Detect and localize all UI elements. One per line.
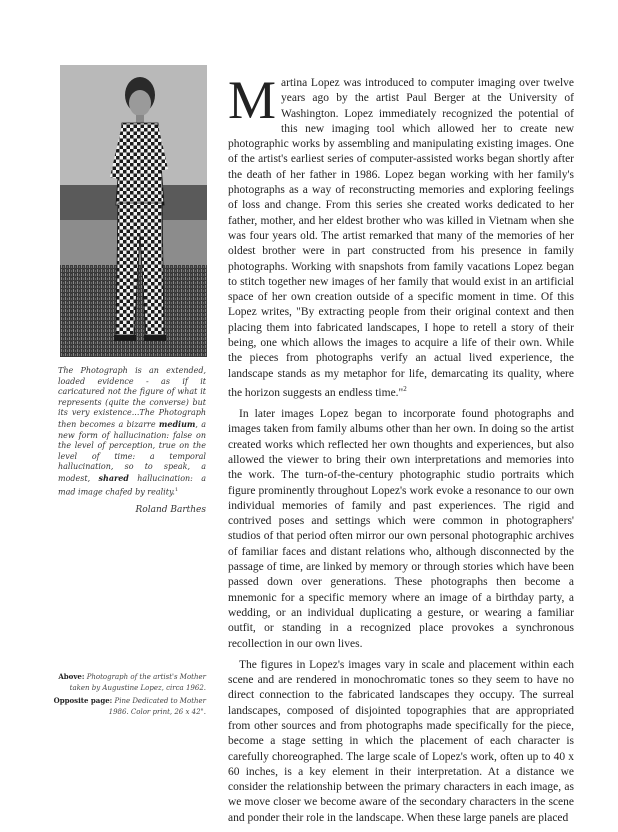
caption-above-text: Photograph of the artist's Mother taken by Augustine Lopez, circa 1962. — [69, 673, 206, 693]
quote-line: figure of what it represents (quite the — [58, 387, 206, 407]
article-paragraph-2: In later images Lopez began to incorporate found photographs and images taken from family albums other than her own. In doing so the artist created works which reflected her own thoughts and experiences, but also allowed the viewer to bring their own interpretations and memories into the work. The turn-of-the-century photographic studio portraits which figure prominently throughout Lopez's work evoke a resonance to our own individual memories of family and past experiences. The rigid and contrived poses and settings which were common in photographers' studios of that period often mirror our own personal photographic archives of familiar faces and distant relations who, although disconnected by the passage of time, are linked by memory or through stories which have been passed down over generations. These photographs then become a mnemonic for a specific memory where an image of a birthday party, a wedding, or an individual duplicating a gesture, or wearing a familiar outfit, or standing in a recognized place provokes a synchronous recollection in our own lives. — [228, 408, 574, 650]
barthes-quote — [58, 366, 206, 498]
caption-above-label: Above: — [58, 672, 85, 681]
caption-opposite-text: Pine Dedicated to Mother 1986. Color print, 26 x 42". — [108, 696, 206, 717]
photo-caption — [48, 671, 206, 719]
article-body — [228, 70, 574, 832]
quote-line: evidence - as if it caricatured not the — [58, 376, 207, 397]
article-paragraph-3: The figures in Lopez's images vary in scale and placement within each scene and are rendered in monochromatic tones so they seem to have no direct connection to the fabricated landscapes they occupy. The surreal landscapes, composed of disjointed topographies that are appropriated from other sources and from photographs made specifically for the piece, become a stage setting in which the placement of each character is carefully choreographed. The large scale of Lopez's work, often up to 40 x 60 inches, is a key element in their interpretation. At a distance we consider the relationship between the primary characters in each image, as we move closer we become aware of the secondary characters in the scene and ponder their role in the landscape. When these large panels are placed — [228, 658, 574, 824]
quote-continuation: , a new form of hallucination: false on the level of perception, true on the level of time: a temporal hallucination, so to speak, a modest, — [58, 419, 206, 483]
quote-line: The Photograph is an extended, loaded — [58, 366, 206, 386]
drop-cap: M — [228, 70, 277, 130]
paragraph-1-text: artina Lopez was introduced to computer imaging over twelve years ago by the artist Paul Berger at the University of Washington. Lopez immediately recognized the potential of this new imaging tool which allowed her to create new photographic works by assembling and manipulating existing images. One of the artist's earliest series of computer-assisted works began shortly after the death of her father in 1986. Lopez began working with her family's photographs as a way of reconstructing memories and exploring feelings of loss and change. From this series she created works dedicated to her father, mother, and her eldest brother who was killed in Vietnam when she was four years old. The artist remarked that many of the memories of her oldest brother were in part constructed from his presence in family photographs. Working with snapshots from family vacations Lopez began to stitch together new images of her family that would exist in an artificial space of her own creation outside of a specific moment in time. Of this Lopez writes, "By extracting people from their original context and then placing them into fabricated landscapes, I hope to retell a story of their being, one which allows the images to acquire a life of their own. While the pieces from photographs verify an actual lived experience, the landscape stands as my metaphor for life, demarcating its quality, where the horizon suggests an endless time." — [228, 77, 574, 399]
quote-attribution: Roland Barthes — [135, 505, 206, 515]
quote-emphasis: medium — [158, 418, 196, 429]
paragraph-1-footnote-ref: 2 — [403, 384, 407, 393]
mother-photograph — [60, 65, 207, 357]
quote-ending: hallucination: a mad image chafed by reality. — [58, 473, 206, 497]
quote-footnote-ref: 1 — [174, 486, 179, 493]
article-paragraph-1 — [228, 70, 574, 401]
quote-line: Photograph then becomes a bizarre — [58, 408, 207, 429]
quote-line: converse) but its very existence...The — [58, 397, 206, 418]
caption-opposite-label: Opposite page: — [53, 695, 113, 705]
quote-emphasis-shared: shared — [98, 472, 129, 483]
